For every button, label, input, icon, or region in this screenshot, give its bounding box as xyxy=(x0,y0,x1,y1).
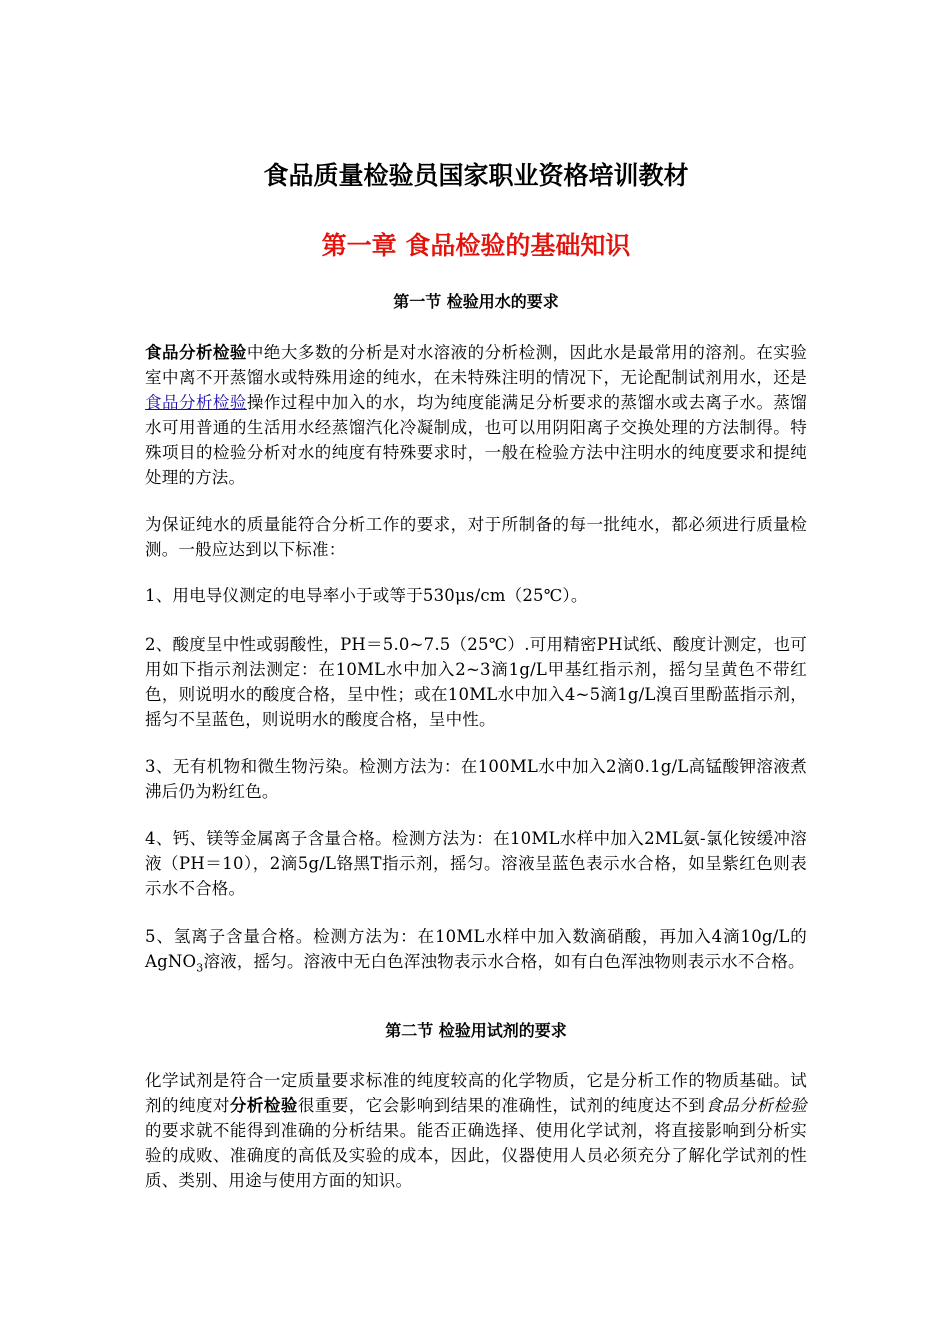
item-5-subscript: 3 xyxy=(196,961,204,975)
item-5-text-part-2: 溶液，摇匀。溶液中无白色浑浊物表示水合格，如有白色浑浊物则表示水不合格。 xyxy=(203,952,805,971)
chapter-heading: 第一章 食品检验的基础知识 xyxy=(321,231,631,260)
intro-text-part-2: 操作过程中加入的水，均为纯度能满足分析要求的蒸馏水或去离子水。蒸馏水可用普通的生活用水经蒸馏汽化冷凝制成，也可以用阴阳离子交换处理的方法制得。特殊项目的检验分析对水的纯度有特殊要求时，一般在检验方法中注明水的纯度要求和提纯处理的方法。 xyxy=(145,393,807,487)
item-5-text-part-1: 5、氢离子含量合格。检测方法为：在10ML水样中加入数滴硝酸，再加入4滴10g/L的AgNO xyxy=(145,927,807,971)
reagent-text-part-2: 很重要，它会影响到结果的准确性，试剂的纯度达不到 xyxy=(297,1096,706,1115)
standard-item-3: 3、无有机物和微生物污染。检测方法为：在100ML水中加入2滴0.1g/L高锰酸钾溶液煮沸后仍为粉红色。 xyxy=(145,757,807,801)
section-2-paragraph xyxy=(145,1068,807,1193)
reagent-text-part-1: 化学试剂是符合一定质量要求标准的纯度较高的化学物质，它是分析工作的物质基础。试剂的纯度对 xyxy=(145,1071,807,1115)
standard-item-5 xyxy=(145,924,807,974)
section-2-heading: 第二节 检验用试剂的要求 xyxy=(385,1021,567,1040)
section-1-heading: 第一节 检验用水的要求 xyxy=(393,292,559,311)
italic-food-analysis: 食品分析检验 xyxy=(705,1096,807,1115)
food-analysis-link[interactable]: 食品分析检验 xyxy=(145,393,247,412)
keyword-analysis: 分析检验 xyxy=(229,1096,298,1115)
standards-intro-paragraph: 为保证纯水的质量能符合分析工作的要求，对于所制备的每一批纯水，都必须进行质量检测。一般应达到以下标准： xyxy=(145,515,807,559)
standard-item-4: 4、钙、镁等金属离子含量合格。检测方法为：在10ML水样中加入2ML氨-氯化铵缓冲溶液（PH＝10），2滴5g/L铬黑T指示剂，摇匀。溶液呈蓝色表示水合格，如呈紫红色则表示水不合格。 xyxy=(145,829,807,898)
standard-item-2: 2、酸度呈中性或弱酸性，PH＝5.0~7.5（25℃）.可用精密PH试纸、酸度计测定，也可用如下指示剂法测定：在10ML水中加入2~3滴1g/L甲基红指示剂，摇匀呈黄色不带红色，则说明水的酸度合格，呈中性；或在10ML水中加入4~5滴1g/L溴百里酚蓝指示剂，摇匀不呈蓝色，则说明水的酸度合格，呈中性。 xyxy=(145,635,807,729)
document-title: 食品质量检验员国家职业资格培训教材 xyxy=(263,161,689,190)
reagent-text-part-3: 的要求就不能得到准确的分析结果。能否正确选择、使用化学试剂，将直接影响到分析实验的成败、准确度的高低及实验的成本，因此，仪器使用人员必须充分了解化学试剂的性质、类别、用途与使用方面的知识。 xyxy=(145,1121,807,1190)
standard-item-1: 1、用电导仪测定的电导率小于或等于530μs/cm（25℃）。 xyxy=(145,586,588,605)
keyword-food-analysis: 食品分析检验 xyxy=(145,343,247,362)
intro-text-part-1: 中绝大多数的分析是对水溶液的分析检测，因此水是最常用的溶剂。在实验室中离不开蒸馏水或特殊用途的纯水，在未特殊注明的情况下，无论配制试剂用水，还是 xyxy=(145,343,807,387)
section-1-intro-paragraph xyxy=(145,340,807,490)
